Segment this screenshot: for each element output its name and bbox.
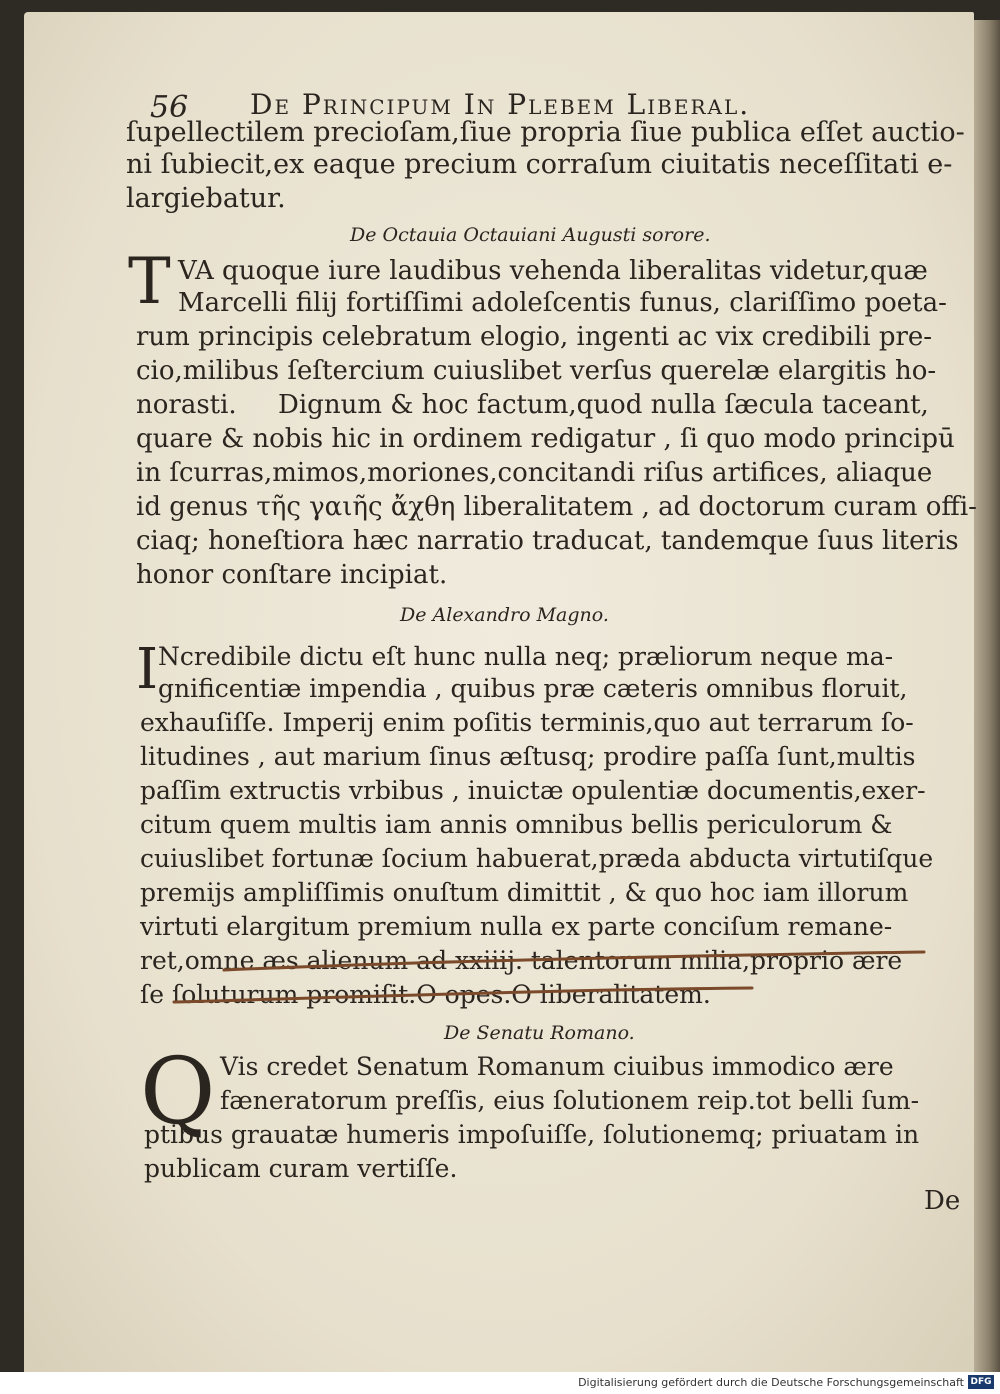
drop-capital: T xyxy=(128,245,171,319)
text-line: premijs ampliſſimis onuſtum dimittit , & quo hoc iam illorum xyxy=(140,878,909,907)
text-line: Ncredibile dictu eſt hunc nulla neq; præliorum neque ma- xyxy=(158,642,894,671)
drop-capital: Q xyxy=(140,1038,216,1145)
text-line: ſe ſoluturum promiſit.O opes.O liberalitatem. xyxy=(140,980,711,1009)
text-line: in ſcurras,mimos,moriones,concitandi riſus artifices, aliaque xyxy=(136,458,933,488)
text-line: exhauſiſſe. Imperij enim poſitis terminis,quo aut terrarum ſo- xyxy=(140,708,914,737)
text-line: fæneratorum preſſis, eius ſolutionem reip.tot belli ſum- xyxy=(220,1086,920,1115)
footer-credit: Digitalisierung gefördert durch die Deutsche Forschungsgemeinschaft xyxy=(578,1376,964,1389)
text-line: gnificentiæ impendia , quibus præ cæteris omnibus floruit, xyxy=(158,674,908,703)
text-line: quare & nobis hic in ordinem redigatur , ſi quo modo principū xyxy=(136,424,955,454)
text-line: norasti. Dignum & hoc factum,quod nulla ſæcula taceant, xyxy=(136,390,929,420)
text-line: ret,omne æs alienum ad xxiiij. talentorum milia,proprio ære xyxy=(140,946,903,975)
page-number: 56 xyxy=(150,90,189,125)
text-line: ptibus grauatæ humeris impoſuiſſe, ſolutionemq; priuatam in xyxy=(144,1120,920,1149)
running-title: De Principum In Plebem Liberal. xyxy=(250,88,751,121)
text-line: rum principis celebratum elogio, ingenti ac vix credibili pre- xyxy=(136,322,933,352)
book-edge xyxy=(974,20,1000,1372)
text-line: ciaq; honeſtiora hæc narratio traducat, tandemque ſuus literis xyxy=(136,526,959,556)
text-line: cio,milibus ſeſtercium cuiuslibet verſus querelæ elargitis ho- xyxy=(136,356,937,386)
text-line: id genus τῆς γαιῆς ἄχθη liberalitatem , ad doctorum curam offi- xyxy=(136,492,977,522)
section-heading: De Alexandro Magno. xyxy=(400,604,609,626)
dfg-logo: DFG xyxy=(968,1375,994,1389)
text-line: honor conſtare incipiat. xyxy=(136,560,448,590)
text-line: largiebatur. xyxy=(126,183,286,214)
catchword: De xyxy=(924,1186,961,1216)
text-line: litudines , aut marium ſinus æſtusq; prodire paſſa ſunt,multis xyxy=(140,742,916,771)
text-line: Vis credet Senatum Romanum ciuibus immodico ære xyxy=(220,1052,894,1081)
section-heading: De Senatu Romano. xyxy=(444,1022,635,1044)
text-line: paſſim extructis vrbibus , inuictæ opulentiæ documentis,exer- xyxy=(140,776,926,805)
book-page xyxy=(24,12,977,1372)
text-line: ſupellectilem precioſam,ſiue propria ſiue publica eſſet auctio- xyxy=(126,117,965,148)
text-line: citum quem multis iam annis omnibus bellis periculorum & xyxy=(140,810,893,839)
text-line: VA quoque iure laudibus vehenda liberalitas videtur,quæ xyxy=(178,256,928,286)
text-line: Marcelli filij fortiſſimi adoleſcentis funus, clariſſimo poeta- xyxy=(178,288,947,318)
drop-capital: I xyxy=(136,637,159,702)
text-line: publicam curam vertiſſe. xyxy=(144,1154,458,1183)
text-line: ni ſubiecit,ex eaque precium corraſum ciuitatis neceſſitati e- xyxy=(126,149,953,180)
text-line: virtuti elargitum premium nulla ex parte conciſum remane- xyxy=(140,912,893,941)
section-heading: De Octauia Octauiani Augusti sorore. xyxy=(350,224,711,246)
text-line: cuiuslibet fortunæ ſocium habuerat,præda abducta virtutiſque xyxy=(140,844,934,873)
